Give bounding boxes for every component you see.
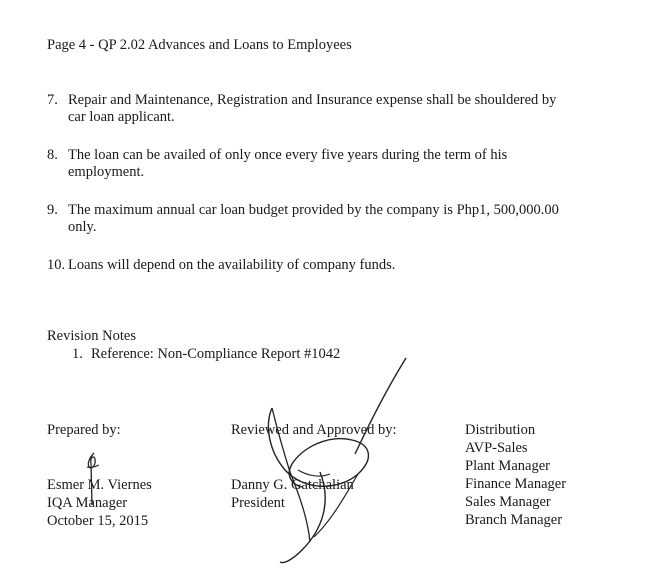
revision-note-text: Reference: Non-Compliance Report #1042 [91, 346, 341, 362]
distribution-item: Branch Manager [465, 512, 563, 528]
item-text-continued: employment. [68, 164, 145, 180]
approved-by-label: Reviewed and Approved by: [231, 422, 397, 438]
preparer-title: IQA Manager [47, 495, 128, 511]
distribution-item: Finance Manager [465, 476, 567, 492]
item-number: 10. [47, 257, 66, 273]
distribution-item: Plant Manager [465, 458, 550, 474]
item-text: The loan can be availed of only once every five years during the term of his [68, 147, 508, 163]
approver-name: Danny G. Gatchalian [231, 477, 354, 493]
distribution-item: AVP-Sales [465, 440, 528, 456]
item-text: Loans will depend on the availability of company funds. [68, 257, 396, 273]
prepared-date: October 15, 2015 [47, 513, 149, 529]
prepared-by-label: Prepared by: [47, 422, 121, 438]
approver-title: President [231, 495, 285, 511]
item-number: 9. [47, 202, 58, 218]
approver-signature [250, 352, 420, 572]
item-number: 8. [47, 147, 58, 163]
item-text-continued: car loan applicant. [68, 109, 175, 125]
revision-note-number: 1. [72, 346, 83, 362]
item-number: 7. [47, 92, 58, 108]
revision-heading: Revision Notes [47, 328, 137, 344]
distribution-item: Sales Manager [465, 494, 551, 510]
preparer-name: Esmer M. Viernes [47, 477, 152, 493]
page-header: Page 4 - QP 2.02 Advances and Loans to Employees [47, 37, 352, 53]
item-text: The maximum annual car loan budget provided by the company is Php1, 500,000.00 [68, 202, 559, 218]
distribution-label: Distribution [465, 422, 536, 438]
item-text-continued: only. [68, 219, 97, 235]
item-text: Repair and Maintenance, Registration and Insurance expense shall be shouldered by [68, 92, 557, 108]
